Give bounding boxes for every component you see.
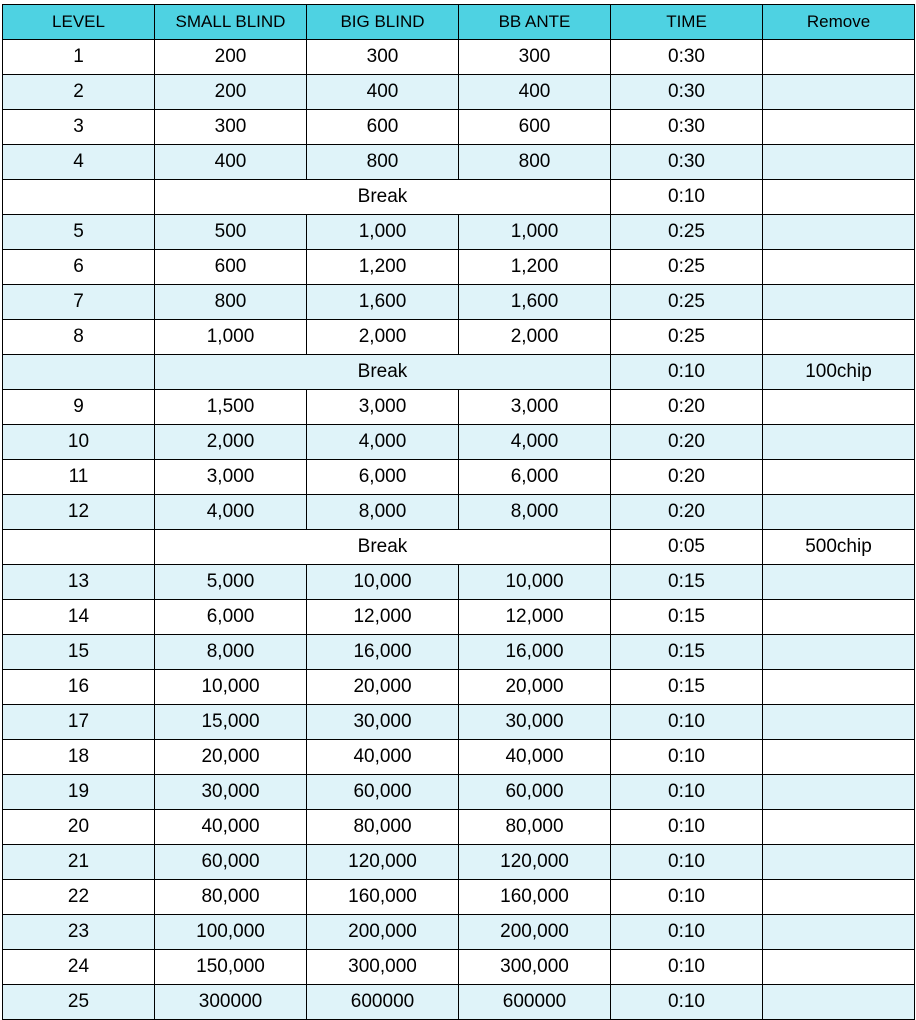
remove-cell [763,180,915,215]
small-blind-cell: 400 [155,145,307,180]
table-row [3,985,915,1020]
level-cell: 17 [3,705,155,740]
remove-cell [763,145,915,180]
level-cell: 3 [3,110,155,145]
time-cell: 0:05 [611,530,763,565]
table-row [3,75,915,110]
big-blind-cell: 30,000 [307,705,459,740]
time-cell: 0:15 [611,600,763,635]
remove-cell [763,40,915,75]
break-row [3,180,915,215]
small-blind-cell: 2,000 [155,425,307,460]
break-label: Break [155,530,611,565]
level-cell: 14 [3,600,155,635]
remove-cell [763,565,915,600]
table-row [3,775,915,810]
time-cell: 0:15 [611,565,763,600]
remove-cell [763,390,915,425]
header-time: TIME [611,5,763,40]
table-row [3,810,915,845]
bb-ante-cell: 3,000 [459,390,611,425]
bb-ante-cell: 160,000 [459,880,611,915]
bb-ante-cell: 120,000 [459,845,611,880]
remove-cell [763,635,915,670]
small-blind-cell: 30,000 [155,775,307,810]
bb-ante-cell: 20,000 [459,670,611,705]
level-cell: 20 [3,810,155,845]
table-row [3,460,915,495]
level-cell: 13 [3,565,155,600]
small-blind-cell: 100,000 [155,915,307,950]
time-cell: 0:10 [611,985,763,1020]
remove-cell [763,75,915,110]
bb-ante-cell: 80,000 [459,810,611,845]
table-row [3,635,915,670]
small-blind-cell: 4,000 [155,495,307,530]
bb-ante-cell: 300 [459,40,611,75]
small-blind-cell: 60,000 [155,845,307,880]
bb-ante-cell: 40,000 [459,740,611,775]
big-blind-cell: 16,000 [307,635,459,670]
table-body [3,40,915,1020]
level-cell: 5 [3,215,155,250]
time-cell: 0:10 [611,950,763,985]
time-cell: 0:20 [611,390,763,425]
big-blind-cell: 800 [307,145,459,180]
level-cell: 19 [3,775,155,810]
remove-cell [763,740,915,775]
table-row [3,915,915,950]
bb-ante-cell: 12,000 [459,600,611,635]
table-row [3,285,915,320]
remove-cell [763,215,915,250]
level-cell: 7 [3,285,155,320]
header-row [3,5,915,40]
big-blind-cell: 200,000 [307,915,459,950]
remove-cell [763,250,915,285]
small-blind-cell: 3,000 [155,460,307,495]
big-blind-cell: 1,000 [307,215,459,250]
remove-cell [763,810,915,845]
bb-ante-cell: 300,000 [459,950,611,985]
time-cell: 0:30 [611,75,763,110]
bb-ante-cell: 600 [459,110,611,145]
big-blind-cell: 3,000 [307,390,459,425]
break-label: Break [155,355,611,390]
table-row [3,670,915,705]
small-blind-cell: 80,000 [155,880,307,915]
small-blind-cell: 200 [155,75,307,110]
table-row [3,950,915,985]
blind-structure-table [2,4,915,1020]
table-row [3,390,915,425]
bb-ante-cell: 30,000 [459,705,611,740]
level-cell: 22 [3,880,155,915]
table-row [3,740,915,775]
bb-ante-cell: 10,000 [459,565,611,600]
time-cell: 0:30 [611,145,763,180]
level-cell: 23 [3,915,155,950]
level-cell: 2 [3,75,155,110]
table-row [3,495,915,530]
level-cell [3,530,155,565]
big-blind-cell: 1,600 [307,285,459,320]
time-cell: 0:15 [611,635,763,670]
big-blind-cell: 400 [307,75,459,110]
time-cell: 0:25 [611,285,763,320]
level-cell: 12 [3,495,155,530]
time-cell: 0:10 [611,915,763,950]
level-cell: 21 [3,845,155,880]
time-cell: 0:10 [611,740,763,775]
small-blind-cell: 500 [155,215,307,250]
bb-ante-cell: 1,200 [459,250,611,285]
big-blind-cell: 80,000 [307,810,459,845]
bb-ante-cell: 200,000 [459,915,611,950]
table-row [3,565,915,600]
small-blind-cell: 200 [155,40,307,75]
level-cell: 16 [3,670,155,705]
remove-cell [763,670,915,705]
table-row [3,845,915,880]
small-blind-cell: 1,500 [155,390,307,425]
big-blind-cell: 600000 [307,985,459,1020]
big-blind-cell: 120,000 [307,845,459,880]
remove-cell [763,775,915,810]
bb-ante-cell: 6,000 [459,460,611,495]
table-row [3,215,915,250]
time-cell: 0:10 [611,880,763,915]
big-blind-cell: 8,000 [307,495,459,530]
break-row [3,355,915,390]
remove-cell [763,460,915,495]
time-cell: 0:25 [611,320,763,355]
small-blind-cell: 15,000 [155,705,307,740]
level-cell: 18 [3,740,155,775]
level-cell [3,355,155,390]
table-row [3,880,915,915]
level-cell [3,180,155,215]
time-cell: 0:15 [611,670,763,705]
table-row [3,250,915,285]
bb-ante-cell: 1,600 [459,285,611,320]
header-small-blind: SMALL BLIND [155,5,307,40]
time-cell: 0:10 [611,845,763,880]
big-blind-cell: 1,200 [307,250,459,285]
level-cell: 6 [3,250,155,285]
bb-ante-cell: 60,000 [459,775,611,810]
big-blind-cell: 600 [307,110,459,145]
time-cell: 0:10 [611,810,763,845]
remove-cell [763,845,915,880]
time-cell: 0:10 [611,355,763,390]
big-blind-cell: 2,000 [307,320,459,355]
small-blind-cell: 1,000 [155,320,307,355]
table-row [3,320,915,355]
break-row [3,530,915,565]
small-blind-cell: 8,000 [155,635,307,670]
small-blind-cell: 300 [155,110,307,145]
remove-cell [763,285,915,320]
level-cell: 1 [3,40,155,75]
time-cell: 0:20 [611,425,763,460]
remove-cell [763,880,915,915]
time-cell: 0:25 [611,250,763,285]
big-blind-cell: 10,000 [307,565,459,600]
level-cell: 9 [3,390,155,425]
time-cell: 0:30 [611,40,763,75]
level-cell: 4 [3,145,155,180]
big-blind-cell: 4,000 [307,425,459,460]
bb-ante-cell: 600000 [459,985,611,1020]
remove-cell [763,495,915,530]
remove-cell [763,705,915,740]
time-cell: 0:20 [611,460,763,495]
big-blind-cell: 60,000 [307,775,459,810]
time-cell: 0:10 [611,775,763,810]
big-blind-cell: 300 [307,40,459,75]
remove-cell [763,915,915,950]
level-cell: 15 [3,635,155,670]
big-blind-cell: 12,000 [307,600,459,635]
small-blind-cell: 40,000 [155,810,307,845]
bb-ante-cell: 2,000 [459,320,611,355]
small-blind-cell: 20,000 [155,740,307,775]
level-cell: 24 [3,950,155,985]
table-row [3,705,915,740]
bb-ante-cell: 800 [459,145,611,180]
small-blind-cell: 300000 [155,985,307,1020]
header-level: LEVEL [3,5,155,40]
small-blind-cell: 10,000 [155,670,307,705]
table-row [3,40,915,75]
remove-cell [763,320,915,355]
level-cell: 11 [3,460,155,495]
remove-cell: 100chip [763,355,915,390]
remove-cell: 500chip [763,530,915,565]
remove-cell [763,425,915,460]
level-cell: 8 [3,320,155,355]
remove-cell [763,600,915,635]
small-blind-cell: 600 [155,250,307,285]
header-bb-ante: BB ANTE [459,5,611,40]
bb-ante-cell: 1,000 [459,215,611,250]
time-cell: 0:30 [611,110,763,145]
time-cell: 0:20 [611,495,763,530]
remove-cell [763,985,915,1020]
big-blind-cell: 20,000 [307,670,459,705]
big-blind-cell: 160,000 [307,880,459,915]
bb-ante-cell: 4,000 [459,425,611,460]
small-blind-cell: 800 [155,285,307,320]
big-blind-cell: 6,000 [307,460,459,495]
time-cell: 0:10 [611,705,763,740]
table-row [3,600,915,635]
bb-ante-cell: 8,000 [459,495,611,530]
big-blind-cell: 300,000 [307,950,459,985]
header-big-blind: BIG BLIND [307,5,459,40]
bb-ante-cell: 16,000 [459,635,611,670]
time-cell: 0:10 [611,180,763,215]
level-cell: 25 [3,985,155,1020]
level-cell: 10 [3,425,155,460]
table-row [3,145,915,180]
bb-ante-cell: 400 [459,75,611,110]
time-cell: 0:25 [611,215,763,250]
remove-cell [763,110,915,145]
big-blind-cell: 40,000 [307,740,459,775]
small-blind-cell: 5,000 [155,565,307,600]
table-row [3,425,915,460]
table-row [3,110,915,145]
remove-cell [763,950,915,985]
header-remove: Remove [763,5,915,40]
small-blind-cell: 6,000 [155,600,307,635]
break-label: Break [155,180,611,215]
small-blind-cell: 150,000 [155,950,307,985]
